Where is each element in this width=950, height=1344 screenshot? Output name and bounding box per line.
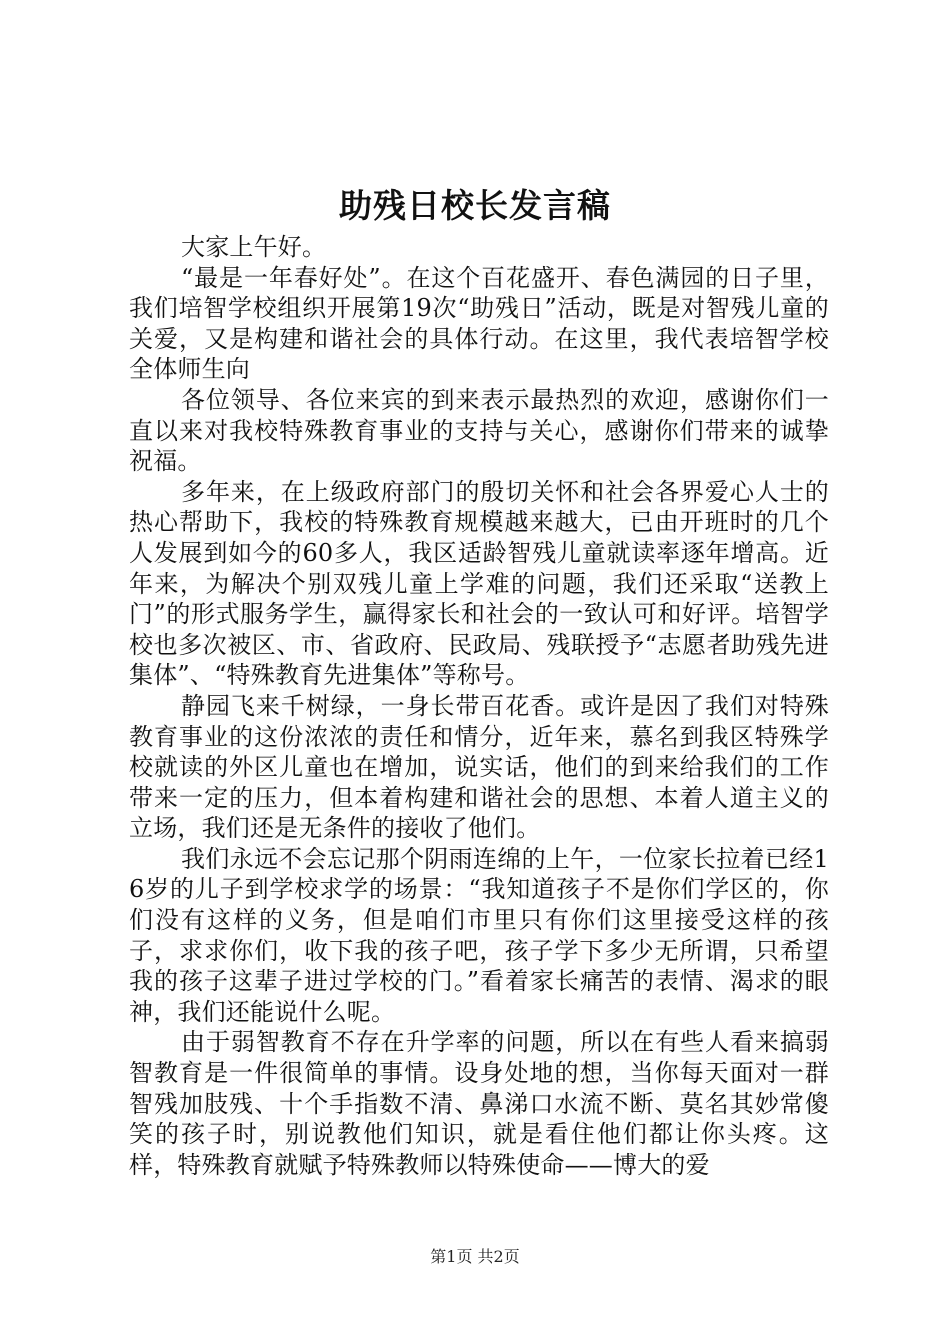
- paragraph-achievements: 多年来，在上级政府部门的殷切关怀和社会各界爱心人士的热心帮助下，我校的特殊教育规模越来越大，已由开班时的几个人发展到如今的60多人，我区适龄智残儿童就读率逐年增高。近年来，为解决个别双残儿童上学难的问题，我们还采取“送教上门”的形式服务学生，赢得家长和社会的一致认可和好评。培智学校也多次被区、市、省政府、民政局、残联授予“志愿者助残先进集体”、“特殊教育先进集体”等称号。: [129, 477, 829, 690]
- document-title: 助残日校长发言稿: [339, 186, 611, 225]
- paragraph-opening: “最是一年春好处”。在这个百花盛开、春色满园的日子里，我们培智学校组织开展第19次“助残日”活动，既是对智残儿童的关爱，又是构建和谐社会的具体行动。在这里，我代表培智学校全体师生向: [129, 263, 829, 384]
- page-number-footer: 第1页 共2页: [430, 1247, 520, 1266]
- paragraph-enrollment: 静园飞来千树绿，一身长带百花香。或许是因了我们对特殊教育事业的这份浓浓的责任和情分，近年来，慕名到我区特殊学校就读的外区儿童也在增加，说实话，他们的到来给我们的工作带来一定的压力，但本着构建和谐社会的思想、本着人道主义的立场，我们还是无条件的接收了他们。: [129, 691, 829, 843]
- document-body: [129, 232, 829, 1180]
- paragraph-mission: 由于弱智教育不存在升学率的问题，所以在有些人看来搞弱智教育是一件很简单的事情。设身处地的想，当你每天面对一群智残加肢残、十个手指数不清、鼻涕口水流不断、莫名其妙常傻笑的孩子时，别说教他们知识，就是看住他们都让你头疼。这样，特殊教育就赋予特殊教师以特殊使命——博大的爱: [129, 1028, 829, 1179]
- paragraph-greeting: 大家上午好。: [181, 233, 327, 261]
- paragraph-story: 我们永远不会忘记那个阴雨连绵的上午，一位家长拉着已经16岁的儿子到学校求学的场景：“我知道孩子不是你们学区的，你们没有这样的义务，但是咱们市里只有你们这里接受这样的孩子，求求你们，收下我的孩子吧，孩子学下多少无所谓，只希望我的孩子这辈子进过学校的门。”看着家长痛苦的表情、渴求的眼神，我们还能说什么呢。: [129, 844, 829, 1026]
- paragraph-welcome: 各位领导、各位来宾的到来表示最热烈的欢迎，感谢你们一直以来对我校特殊教育事业的支持与关心，感谢你们带来的诚挚祝福。: [129, 385, 829, 476]
